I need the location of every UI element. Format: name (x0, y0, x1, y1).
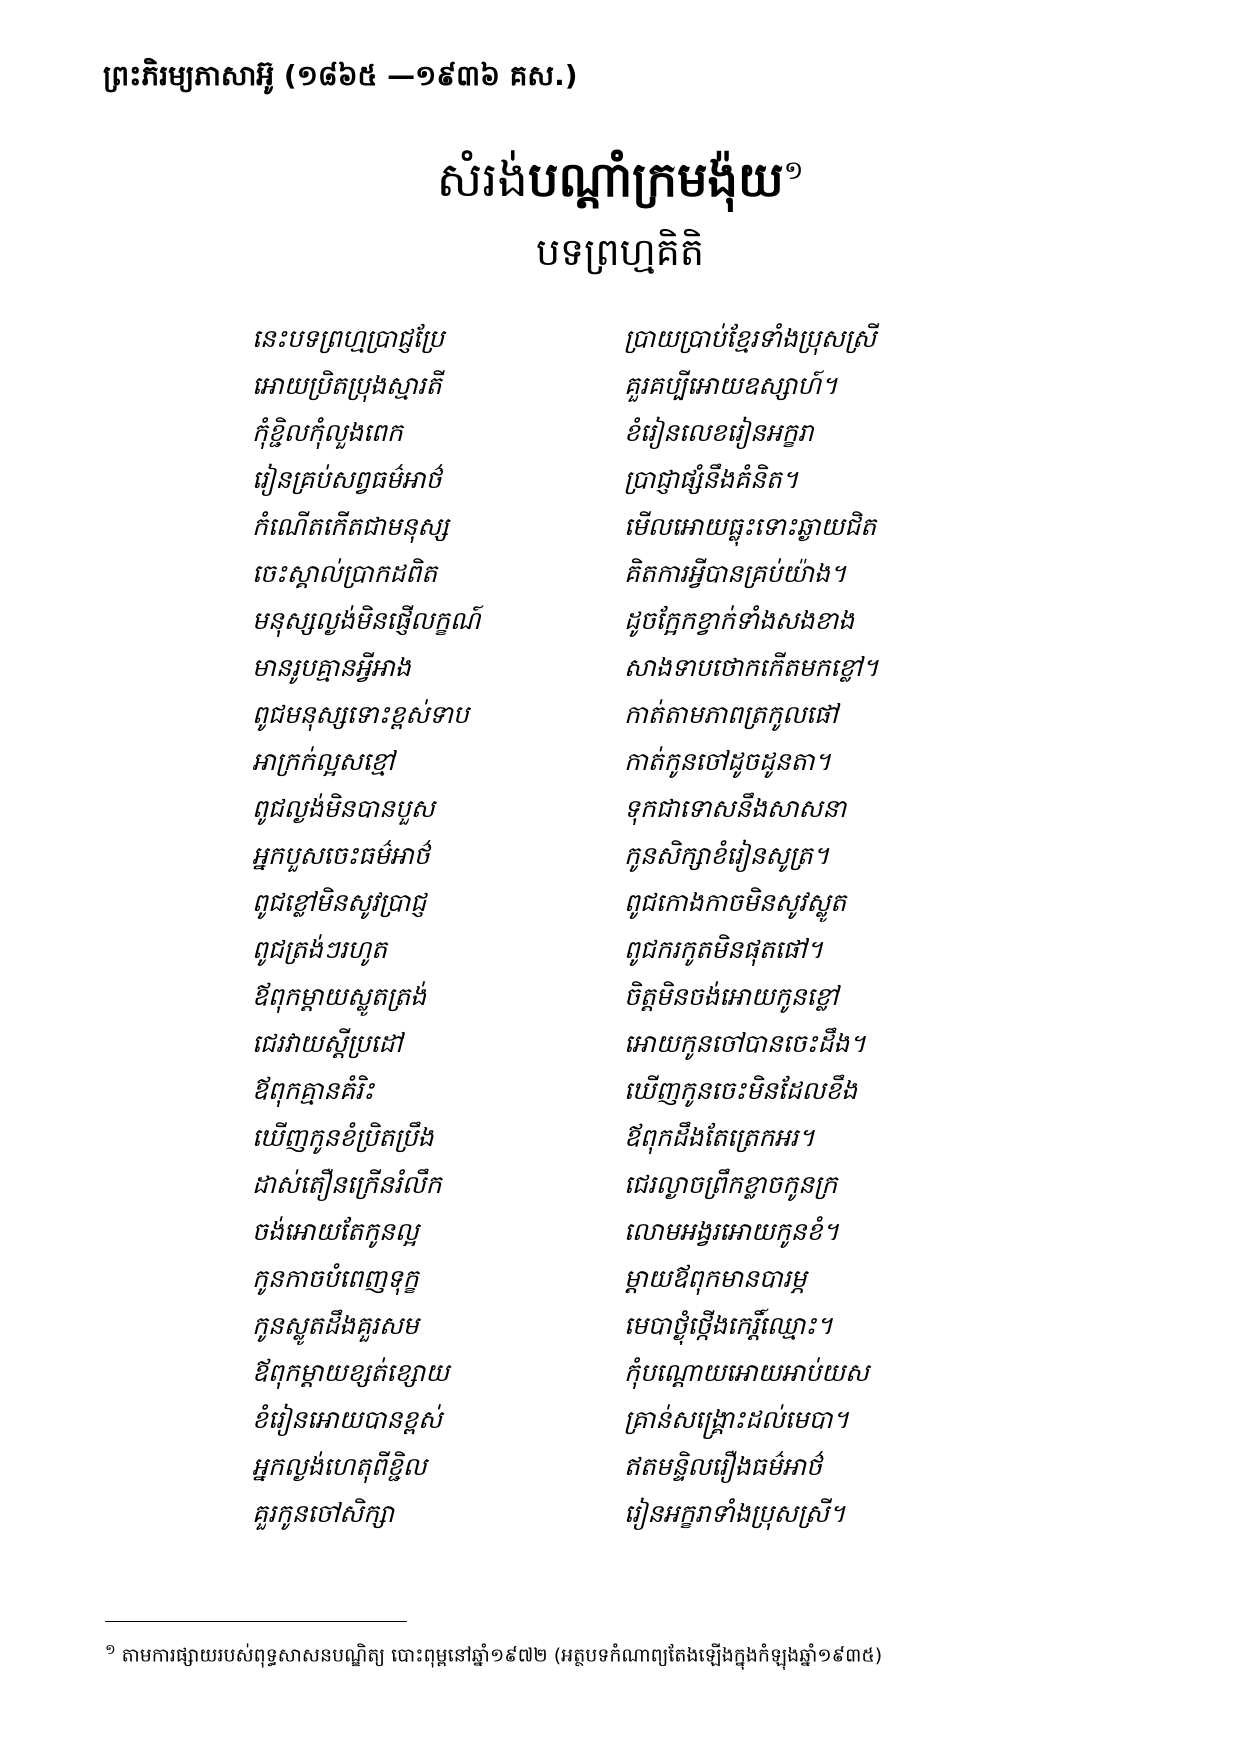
footnote-text: តាមការផ្សាយរបស់ពុទ្ធសាសនបណ្ឌិត្យ បោះពុម្ពនៅឆ្នាំ១៩៧២ (អត្ថបទកំណាព្យតែងឡើងក្នុងកំឡុងឆ្នាំ១៩៣៥) (121, 1644, 883, 1667)
title-prefix: សំរង់ (436, 152, 528, 208)
poem-line-second-half: កាត់តាមភាពត្រកូលផៅ (624, 699, 838, 729)
poem-line (252, 600, 1012, 647)
poem-line-first-half: រៀនគ្រប់សព្វធម៌អាថ៌ (252, 464, 442, 494)
poem-line (252, 976, 1012, 1023)
title-footnote-mark: ១ (783, 156, 804, 186)
poem-line-second-half: គ្រាន់សង្គ្រោះដល់មេបា។ (624, 1404, 849, 1434)
poem-line-first-half: គួរកូនចៅសិក្សា (252, 1498, 394, 1528)
poem-line-first-half: ពូជមនុស្សទោះខ្ពស់ទាប (252, 699, 469, 729)
poem-line (252, 1211, 1012, 1258)
poem-line-first-half: នេះបទព្រហ្មប្រាជ្ញប្រែ (252, 323, 445, 353)
poem-line (252, 929, 1012, 976)
poem-line-first-half: ឪពុកម្ដាយខ្សត់ខ្សោយ (252, 1357, 450, 1387)
poem-line (252, 694, 1012, 741)
poem-line-first-half: កំណើតកើតជាមនុស្ស (252, 511, 449, 541)
poem-line-second-half: រៀនអក្ខរាទាំងប្រុសស្រី។ (624, 1498, 846, 1528)
poem-line (252, 647, 1012, 694)
poem-line-first-half: អាក្រក់ល្អសខ្មៅ (252, 746, 395, 776)
poem-line (252, 1023, 1012, 1070)
poem-line (252, 459, 1012, 506)
poem-line-first-half: កុំខ្ជិលកុំលួងពេក (252, 417, 403, 447)
poem-line-first-half: អ្នកបួសចេះធម៌អាថ៌ (252, 840, 430, 870)
poem-line-first-half: ឪពុកម្ដាយស្លូតត្រង់ (252, 981, 427, 1011)
poem-line-second-half: មើលអោយធ្លុះទោះឆ្ងាយជិត (624, 511, 877, 541)
poem-line-second-half: គិតការអ្វីបានគ្រប់យ៉ាង។ (624, 558, 847, 588)
poem-line-first-half: អោយប្រិតប្រុងស្មារតី (252, 370, 442, 400)
poem-line (252, 1446, 1012, 1493)
poem-line-first-half: ពូជល្ងង់មិនបានបួស (252, 793, 435, 823)
poem-body (252, 318, 1012, 1540)
poem-line-second-half: ពូជករកូតមិនផុតផៅ។ (624, 934, 823, 964)
poem-line-second-half: ឥតមន្ទិលរឿងធម៌អាថ៌ (624, 1451, 822, 1481)
meter-subtitle: បទព្រហ្មគិតិ (535, 230, 705, 274)
poem-line-first-half: មានរូបគ្មានអ្វីអាង (252, 652, 411, 682)
poem-line (252, 1493, 1012, 1540)
poem-line (252, 1305, 1012, 1352)
poem-line-first-half: មនុស្សល្ងង់មិនផ្ញើលក្ខណ៍ (252, 605, 481, 635)
poem-line (252, 1164, 1012, 1211)
poem-line-second-half: ប្រាយប្រាប់ខ្មែរទាំងប្រុសស្រី (624, 323, 876, 353)
poem-line (252, 882, 1012, 929)
poem-line-second-half: ឪពុកដឹងតែត្រេកអរ។ (624, 1122, 815, 1152)
poem-line-second-half: សាងទាបថោកកើតមកខ្លៅ។ (624, 652, 879, 682)
title-main: បណ្ដាំក្រមង៉ុយ (528, 152, 784, 208)
poem-line-first-half: ចង់អោយតែកូនល្អ (252, 1216, 419, 1246)
poem-line-second-half: មេបាថ្ងុំថ្កើងកេរ្តិ៍ឈ្មោះ។ (624, 1310, 833, 1340)
poem-line (252, 318, 1012, 365)
poem-line-second-half: ចិត្តមិនចង់អោយកូនខ្លៅ (624, 981, 839, 1011)
poem-line-first-half: ឪពុកគ្មានគំរិះ (252, 1075, 375, 1105)
poem-line-second-half: គួរគប្បីអោយឧស្សាហ៍។ (624, 370, 838, 400)
poem-line-second-half: ប្រាជ្ញាផ្សំនឹងគំនិត។ (624, 464, 799, 494)
poem-line-first-half: អ្នកល្ងង់ហេតុពីខ្ជិល (252, 1451, 427, 1481)
poem-line (252, 412, 1012, 459)
poem-line (252, 553, 1012, 600)
poem-line (252, 1352, 1012, 1399)
poem-line-first-half: ដាស់តឿនក្រើនរំលឹក (252, 1169, 442, 1199)
poem-line-second-half: ឃើញកូនចេះមិនដែលខឹង (624, 1075, 858, 1105)
poem-line-second-half: កុំបណ្ដោយអោយអាប់យស (624, 1357, 869, 1387)
poem-line-first-half: កូនកាចបំពេញទុក្ខ (252, 1263, 419, 1293)
poem-line-second-half: កាត់កូនចៅដូចដូនតា។ (624, 746, 831, 776)
poem-line-second-half: ម្ដាយឪពុកមានបារម្ភ (624, 1263, 807, 1293)
poem-line (252, 1258, 1012, 1305)
poem-line-first-half: ចេះស្គាល់ប្រាកដពិត (252, 558, 438, 588)
poem-line (252, 506, 1012, 553)
footnote-mark: ១ (105, 1642, 116, 1658)
poem-line-first-half: កូនស្លូតដឹងគួរសម (252, 1310, 419, 1340)
footnote (105, 1640, 1145, 1671)
poem-line (252, 1117, 1012, 1164)
poem-line-first-half: ឃើញកូនខំប្រិតប្រឹង (252, 1122, 434, 1152)
poem-line (252, 365, 1012, 412)
footnote-divider (105, 1621, 407, 1622)
poem-line-second-half: អោយកូនចៅបានចេះដឹង។ (624, 1028, 866, 1058)
poem-line-second-half: ជេរល្ងាចព្រឹកខ្លាចកូនក្រ (624, 1169, 838, 1199)
poem-line (252, 741, 1012, 788)
poem-line (252, 1070, 1012, 1117)
author-header: ព្រះភិរម្យភាសាអ៊ូ (១៨៦៥ —១៩៣៦ គស.) (103, 59, 578, 92)
poem-line-first-half: ពូជត្រង់ៗរហូត (252, 934, 388, 964)
poem-line-second-half: ដូចក្អែកខ្វាក់ទាំងសងខាង (624, 605, 855, 635)
poem-line-first-half: ពូជខ្លៅមិនសូវប្រាជ្ញ (252, 887, 427, 917)
poem-line-second-half: ខំរៀនលេខរៀនអក្ខរា (624, 417, 814, 447)
poem-line-first-half: ជេរវាយស្តីប្រដៅ (252, 1028, 403, 1058)
poem-line-second-half: ទុកជាទោសនឹងសាសនា (624, 793, 847, 823)
poem-line (252, 835, 1012, 882)
poem-line-second-half: លោមអង្វរអោយកូនខំ។ (624, 1216, 839, 1246)
poem-line-first-half: ខំរៀនអោយបានខ្ពស់ (252, 1404, 442, 1434)
poem-line-second-half: កូនសិក្សាខំរៀនសូត្រ។ (624, 840, 830, 870)
poem-title (0, 150, 1240, 220)
poem-line (252, 1399, 1012, 1446)
poem-line-second-half: ពូជកោងកាចមិនសូវស្លូត (624, 887, 847, 917)
poem-line (252, 788, 1012, 835)
